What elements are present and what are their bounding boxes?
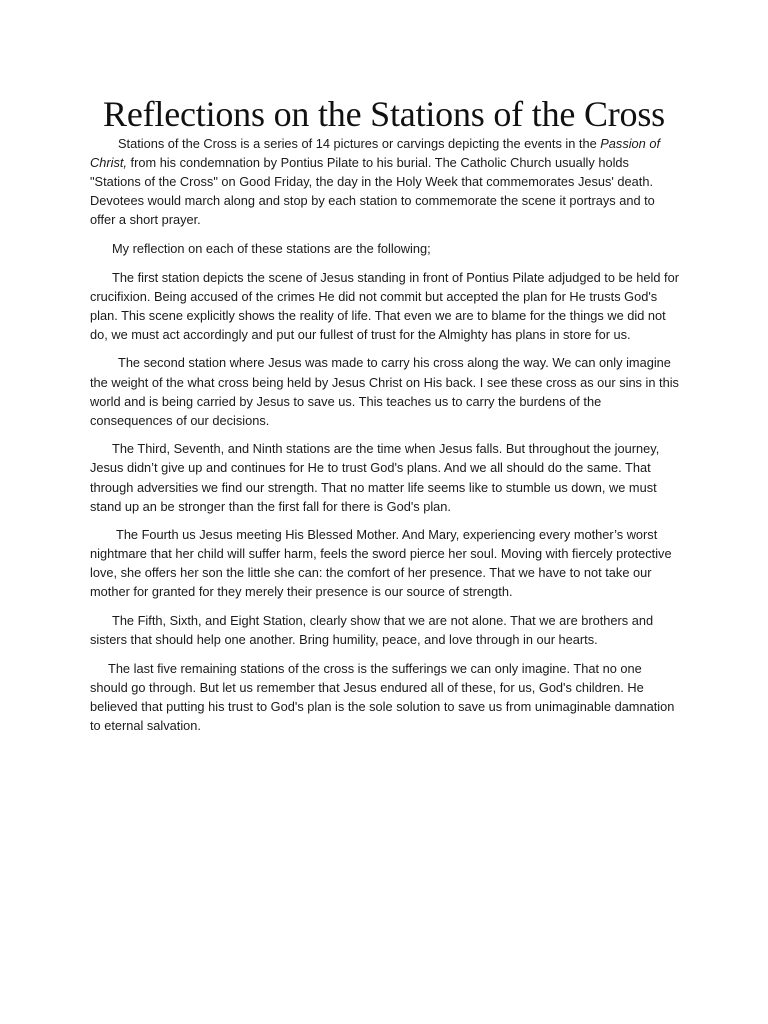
intro-italic-phrase: Passion of Christ, (90, 136, 661, 171)
document-body (90, 134, 682, 745)
paragraph-last-five-stations: The last five remaining stations of the cross is the sufferings we can only imagine. That no one should go through. But let us remember that Jesus endured all of these, for us, God's children. He believed that putting his trust to God's plan is the sole solution to save us from unimaginable damnation to eternal salvation. (90, 660, 675, 734)
intro-paragraph (90, 134, 682, 229)
document-title: Reflections on the Stations of the Cross (103, 94, 665, 134)
intro-text-start: Stations of the Cross is a series of 14 pictures or carvings depicting the events in the (118, 136, 601, 151)
paragraph-fourth-station: The Fourth us Jesus meeting His Blessed Mother. And Mary, experiencing every mother’s worst nightmare that her child will suffer harm, feels the sword pierce her soul. Moving with fiercely protective love, she offers her son the little she can: the comfort of her presence. That we have to not take our mother for granted for they merely their presence is our source of strength. (90, 527, 672, 600)
paragraph-fifth-sixth-eighth-stations: The Fifth, Sixth, and Eight Station, clearly show that we are not alone. That we are brothers and sisters that should help one another. Bring humility, peace, and love through in our hearts. (90, 613, 654, 648)
paragraph-second-station: The second station where Jesus was made to carry his cross along the way. We can only imagine the weight of the what cross being held by Jesus Christ on His back. I see these cross as our sins in this world and is being carried by Jesus to save us. This teaches us to carry the burdens of the consequences of our decisions. (90, 355, 679, 428)
paragraph-falls-stations: The Third, Seventh, and Ninth stations are the time when Jesus falls. But throughout the journey, Jesus didn’t give up and continues for He to trust God's plans. And we all should do the same. That through adversities we find our strength. That no matter life seems like to stumble us down, we must stand up an be stronger than the first fall for there is God's plan. (90, 441, 660, 514)
paragraph-reflection-intro: My reflection on each of these stations are the following; (112, 240, 431, 256)
intro-text-end: from his condemnation by Pontius Pilate to his burial. The Catholic Church usually holds "Stations of the Cross" on Good Friday, the day in the Holy Week that commemorates Jesus' death. Devotees would march along and stop by each station to commemorate the scene it portrays and to offer a short prayer. (90, 155, 655, 228)
paragraph-first-station: The first station depicts the scene of Jesus standing in front of Pontius Pilate adjudged to be held for crucifixion. Being accused of the crimes He did not commit but accepted the plan for He trusts God's plan. This scene explicitly shows the reality of life. That even we are to blame for the things we did not do, we must act accordingly and put our fullest of trust for the Almighty has plans in store for us. (90, 269, 679, 342)
